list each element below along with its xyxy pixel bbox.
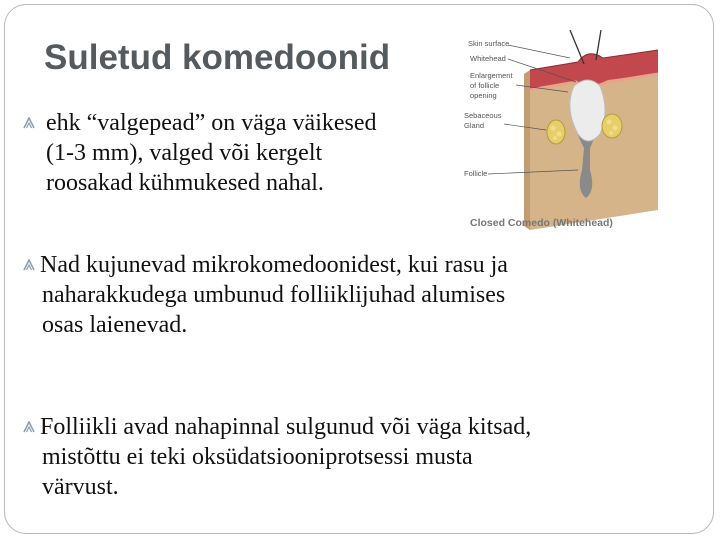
bullet-2-line-2: naharakkudega umbunud folliiklijuhad alumises bbox=[42, 282, 506, 308]
bullet-1-line-2: (1-3 mm), valged või kergelt bbox=[46, 140, 323, 166]
bullet-3-line-2: mistõttu ei teki oksüdatsiooniprotsessi musta bbox=[42, 444, 473, 470]
label-skin-surface: Skin surface bbox=[468, 39, 510, 48]
label-enlargement-2: of follicle bbox=[470, 81, 500, 90]
bullet-3 bbox=[22, 412, 682, 502]
label-follicle: Follicle bbox=[464, 169, 488, 178]
bullet-1-text-1: ehk “valgepead” on väga väikesed bbox=[46, 110, 377, 136]
comedo-illustration bbox=[458, 30, 668, 235]
label-sebaceous-1: Sebaceous bbox=[464, 111, 502, 120]
bullet-3-line-1 bbox=[22, 412, 682, 442]
label-whitehead: Whitehead bbox=[470, 54, 506, 63]
bullet-2-line-1 bbox=[22, 250, 662, 280]
closed-comedo-diagram bbox=[458, 30, 668, 235]
bullet-2-line-3: osas laienevad. bbox=[42, 312, 188, 338]
label-enlargement-1: Enlargement bbox=[470, 71, 513, 80]
bullet-1-line-1 bbox=[22, 108, 452, 138]
bullet-3-line-3: värvust. bbox=[42, 474, 119, 500]
bullet-3-text-1: Folliikli avad nahapinnal sulgunud või väga kitsad, bbox=[40, 414, 532, 440]
bullet-mark-icon bbox=[22, 249, 40, 279]
bullet-mark-icon bbox=[22, 411, 40, 441]
hair bbox=[570, 30, 584, 64]
sebaceous-gland-left bbox=[547, 120, 565, 144]
figure-caption: Closed Comedo (Whitehead) bbox=[470, 217, 613, 229]
bullet-mark-icon bbox=[22, 107, 40, 137]
bullet-2-text-1: Nad kujunevad mikrokomedoonidest, kui rasu ja bbox=[40, 252, 508, 278]
bullet-1 bbox=[22, 108, 452, 198]
label-enlargement-3: opening bbox=[470, 91, 497, 100]
slide-title: Suletud komedoonid bbox=[44, 38, 391, 77]
bullet-1-line-3: roosakad kühmukesed nahal. bbox=[46, 170, 324, 196]
bullet-2 bbox=[22, 250, 662, 340]
label-sebaceous-2: Gland bbox=[464, 121, 485, 130]
